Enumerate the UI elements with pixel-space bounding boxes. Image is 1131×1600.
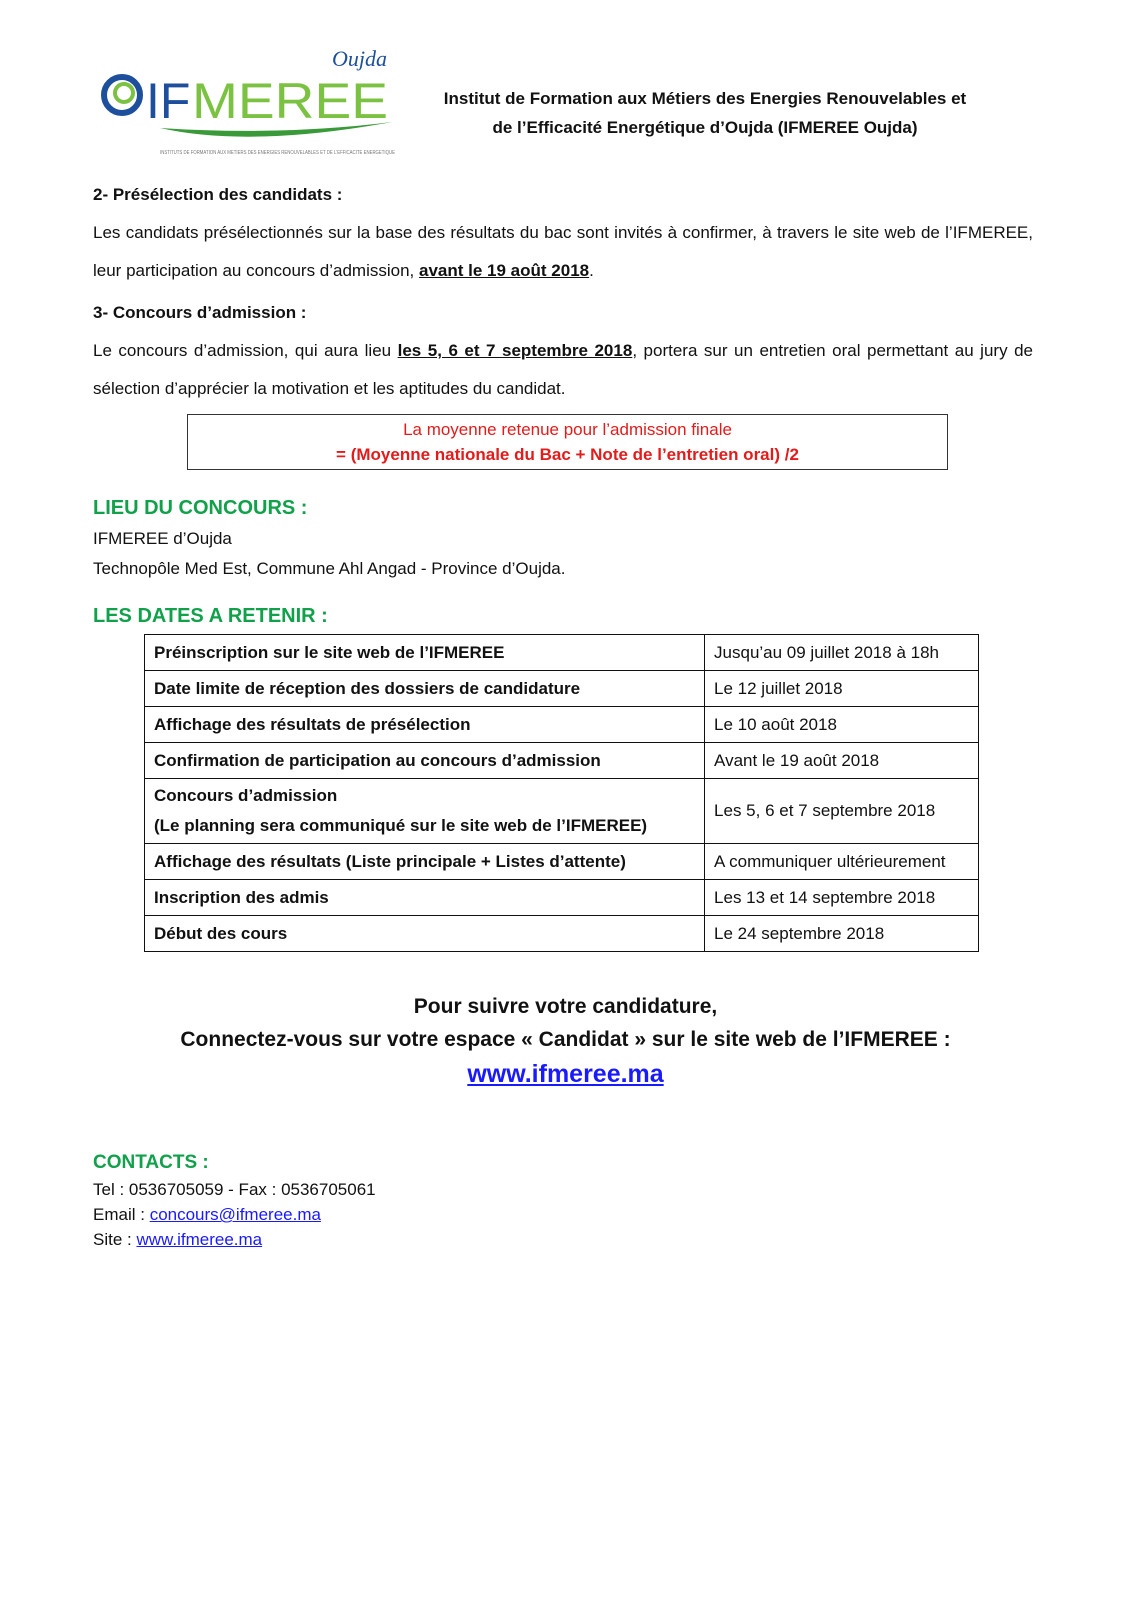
date-label [145,743,705,779]
date-label [145,916,705,952]
section-2-title: 2- Présélection des candidats : [93,185,343,204]
svg-text:Oujda: Oujda [332,46,387,71]
text: , portera sur un entretien oral permettant au jury de sélection d’apprécier la motivation et les aptitudes du candidat. [93,341,1033,398]
date-value: Le 12 juillet 2018 [705,671,979,707]
text: . [589,261,594,280]
svg-text:INSTITUTS DE FORMATION AUX MET: INSTITUTS DE FORMATION AUX METIERS DES ENERGIES RENOUVELABLES ET DE L'EFFICACITE ENERGETIQUE [160,150,396,156]
table-row [145,635,979,671]
date-value: Le 10 août 2018 [705,707,979,743]
institute-line-1: Institut de Formation aux Métiers des Energies Renouvelables et [443,89,967,108]
lieu-address [93,524,1033,584]
label-text: Concours d’admission [154,786,338,805]
text: Les candidats présélectionnés sur la base des résultats du bac sont invités à confirmer, à travers le site web de l’IFMEREE, leur participation au concours d’admission, [93,223,1033,280]
table-row [145,844,979,880]
formula-line-1: La moyenne retenue pour l’admission finale [403,420,732,439]
date-value: Le 24 septembre 2018 [705,916,979,952]
contacts-tel: Tel : 0536705059 - Fax : 0536705061 [93,1180,376,1199]
contacts-title: CONTACTS : [93,1152,209,1173]
date-label [145,844,705,880]
date-value: Jusqu’au 09 juillet 2018 à 18h [705,635,979,671]
label-text: Inscription des admis [154,887,329,907]
lieu-line-2: Technopôle Med Est, Commune Ahl Angad - Province d’Oujda. [93,559,566,578]
contacts-section [93,1149,1033,1252]
lieu-line-1: IFMEREE d’Oujda [93,529,232,548]
formula-line-2: = (Moyenne nationale du Bac + Note de l’entretien oral) /2 [336,445,799,464]
table-row [145,743,979,779]
ifmeree-logo [100,40,400,160]
table-row [145,880,979,916]
formula-box [187,414,948,470]
follow-section [0,990,1131,1091]
institute-line-2: de l’Efficacité Energétique d’Oujda (IFMEREE Oujda) [492,118,918,137]
website-link[interactable]: www.ifmeree.ma [467,1060,664,1088]
section-3-title: 3- Concours d’admission : [93,303,307,322]
label-note: (Le planning sera communiqué sur le site web de l’IFMEREE) [154,816,648,835]
section-2-text [93,214,1033,290]
date-label [145,779,705,844]
dates-title: LES DATES A RETENIR : [93,605,328,627]
site-link[interactable]: www.ifmeree.ma [136,1230,263,1249]
table-row [145,671,979,707]
label-text: Confirmation de participation au concours d’admission [154,750,601,770]
date-value: Les 5, 6 et 7 septembre 2018 [705,779,979,844]
deadline: avant le 19 août 2018 [419,261,590,280]
date-value: A communiquer ultérieurement [705,844,979,880]
email-link[interactable]: concours@ifmeree.ma [149,1205,321,1224]
lieu-title: LIEU DU CONCOURS : [93,497,308,519]
date-label [145,635,705,671]
text: Le concours d’admission, qui aura lieu [93,341,398,360]
date-label [145,707,705,743]
section-3-text [93,332,1033,408]
document-body [0,180,1131,1252]
follow-line-2: Connectez-vous sur votre espace « Candidat » sur le site web de l’IFMEREE : [180,1028,951,1051]
svg-text:MEREE: MEREE [192,73,388,129]
date-label [145,671,705,707]
follow-line-1: Pour suivre votre candidature, [413,995,718,1018]
site-label: Site : [93,1230,137,1249]
label-text: Affichage des résultats (Liste principale + Listes d’attente) [154,851,626,871]
date-value: Avant le 19 août 2018 [705,743,979,779]
table-row [145,916,979,952]
table-row [145,779,979,844]
exam-dates: les 5, 6 et 7 septembre 2018 [397,341,633,360]
label-text: Préinscription sur le site web de l’IFMEREE [154,642,505,662]
table-row [145,707,979,743]
dates-table [144,634,979,952]
date-value: Les 13 et 14 septembre 2018 [705,880,979,916]
label-text: Affichage des résultats de présélection [154,714,471,734]
date-label [145,880,705,916]
label-text: Date limite de réception des dossiers de candidature [154,678,581,698]
institute-name [410,84,1000,142]
svg-text:IF: IF [146,73,191,129]
email-label: Email : [93,1205,150,1224]
label-text: Début des cours [154,923,288,943]
